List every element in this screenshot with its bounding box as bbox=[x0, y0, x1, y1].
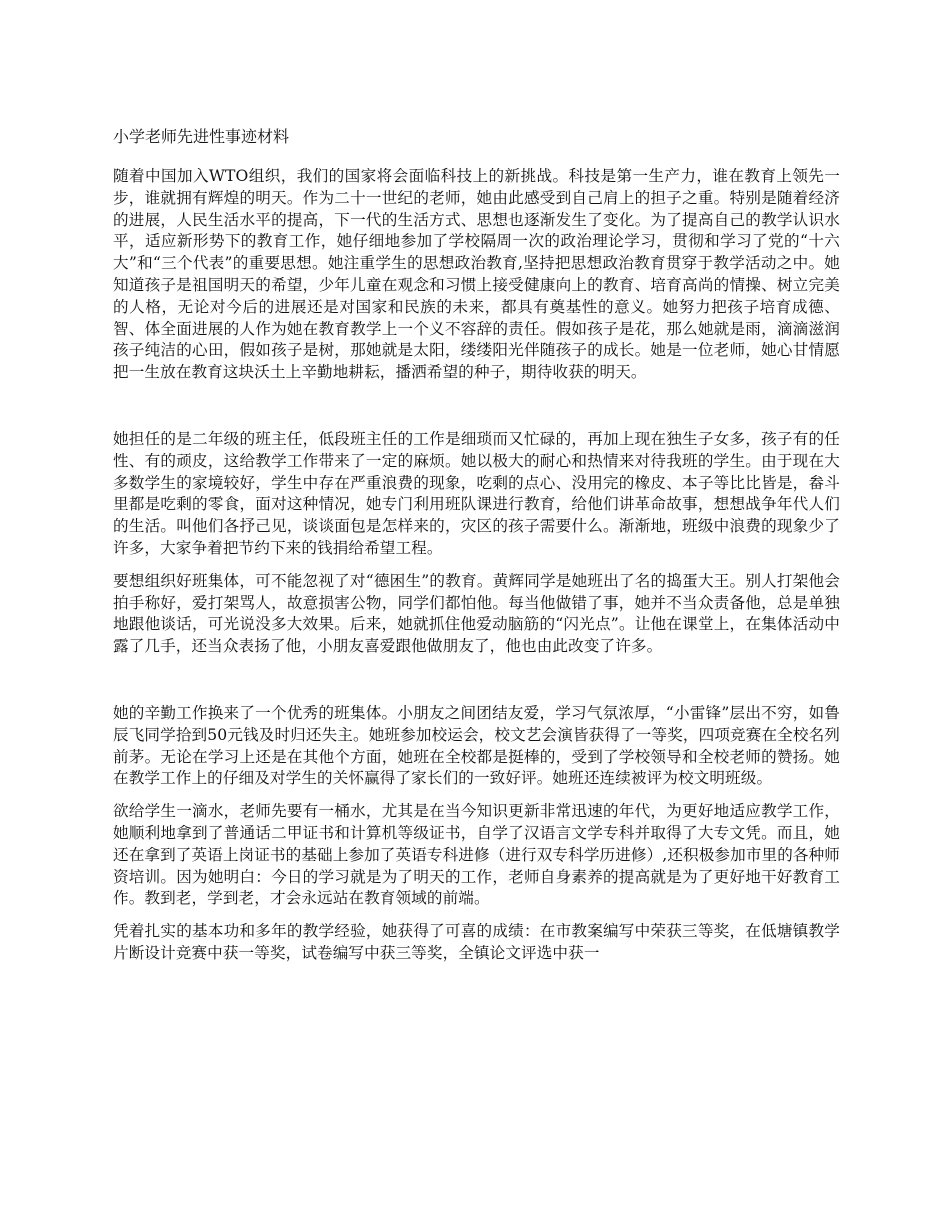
paragraph-3: 要想组织好班集体，可不能忽视了对“德困生”的教育。黄辉同学是她班出了名的捣蛋大王。别人打架他会拍手称好，爱打架骂人，故意损害公物，同学们都怕他。每当他做错了事，她并不当众责备他，总是单独地跟他谈话，可光说没多大效果。后来，她就抓住他爱动脑筋的“闪光点”。让他在课堂上，在集体活动中露了几手，还当众表扬了他，小朋友喜爱跟他做朋友了，他也由此改变了许多。 bbox=[113, 571, 840, 656]
document-page bbox=[113, 126, 840, 976]
paragraph-5: 欲给学生一滴水，老师先要有一桶水，尤其是在当今知识更新非常迅速的年代，为更好地适应教学工作，她顺利地拿到了普通话二甲证书和计算机等级证书，自学了汉语言文学专科并取得了大专文凭。而且，她还在拿到了英语上岗证书的基础上参加了英语专科进修（进行双专科学历进修）,还积极参加市里的各种师资培训。因为她明白：今日的学习就是为了明天的工作，老师自身素养的提高就是为了更好地干好教育工作。教到老，学到老，才会永远站在教育领域的前端。 bbox=[113, 802, 840, 908]
paragraph-gap bbox=[113, 395, 840, 429]
document-title: 小学老师先进性事迹材料 bbox=[113, 127, 290, 146]
paragraph-1: 随着中国加入WTO组织，我们的国家将会面临科技上的新挑战。科技是第一生产力，谁在教育上领先一步，谁就拥有辉煌的明天。作为二十一世纪的老师，她由此感受到自己肩上的担子之重。特别是随着经济的进展，人民生活水平的提高，下一代的生活方式、思想也逐渐发生了变化。为了提高自己的教学认识水平，适应新形势下的教育工作，她仔细地参加了学校隔周一次的政治理论学习，贯彻和学习了党的“十六大”和“三个代表”的重要思想。她注重学生的思想政治教育,坚持把思想政治教育贯穿于教学活动之中。她知道孩子是祖国明天的希望，少年儿童在观念和习惯上接受健康向上的教育、培育高尚的情操、树立完美的人格，无论对今后的进展还是对国家和民族的未来，都具有奠基性的意义。她努力把孩子培育成德、智、体全面进展的人作为她在教育教学上一个义不容辞的责任。假如孩子是花，那么她就是雨，滴滴滋润孩子纯洁的心田，假如孩子是树，那她就是太阳，缕缕阳光伴随孩子的成长。她是一位老师，她心甘情愿把一生放在教育这块沃土上辛勤地耕耘，播洒希望的种子，期待收获的明天。 bbox=[113, 167, 840, 382]
paragraph-2: 她担任的是二年级的班主任，低段班主任的工作是细琐而又忙碌的，再加上现在独生子女多，孩子有的任性、有的顽皮，这给教学工作带来了一定的麻烦。她以极大的耐心和热情来对待我班的学生。由于现在大多数学生的家境较好，学生中存在严重浪费的现象，吃剩的点心、没用完的橡皮、本子等比比皆是，畚斗里都是吃剩的零食，面对这种情况，她专门利用班队课进行教育，给他们讲革命故事，想想战争年代人们的生活。叫他们各抒己见，谈谈面包是怎样来的，灾区的孩子需要什么。渐渐地，班级中浪费的现象少了许多，大家争着把节约下来的钱捐给希望工程。 bbox=[113, 429, 840, 557]
paragraph-6: 凭着扎实的基本功和多年的教学经验，她获得了可喜的成绩：在市教案编写中荣获三等奖，在低塘镇教学片断设计竞赛中获一等奖，试卷编写中获三等奖，全镇论文评选中获一 bbox=[113, 922, 840, 962]
paragraph-gap bbox=[113, 669, 840, 703]
paragraph-4: 她的辛勤工作换来了一个优秀的班集体。小朋友之间团结友爱，学习气氛浓厚，“小雷锋”层出不穷，如鲁辰飞同学拾到50元钱及时归还失主。她班参加校运会，校文艺会演皆获得了一等奖，四项竞赛在全校名列前茅。无论在学习上还是在其他个方面，她班在全校都是挺棒的，受到了学校领导和全校老师的赞扬。她在教学工作上的仔细及对学生的关怀赢得了家长们的一致好评。她班还连续被评为校文明班级。 bbox=[113, 703, 840, 788]
